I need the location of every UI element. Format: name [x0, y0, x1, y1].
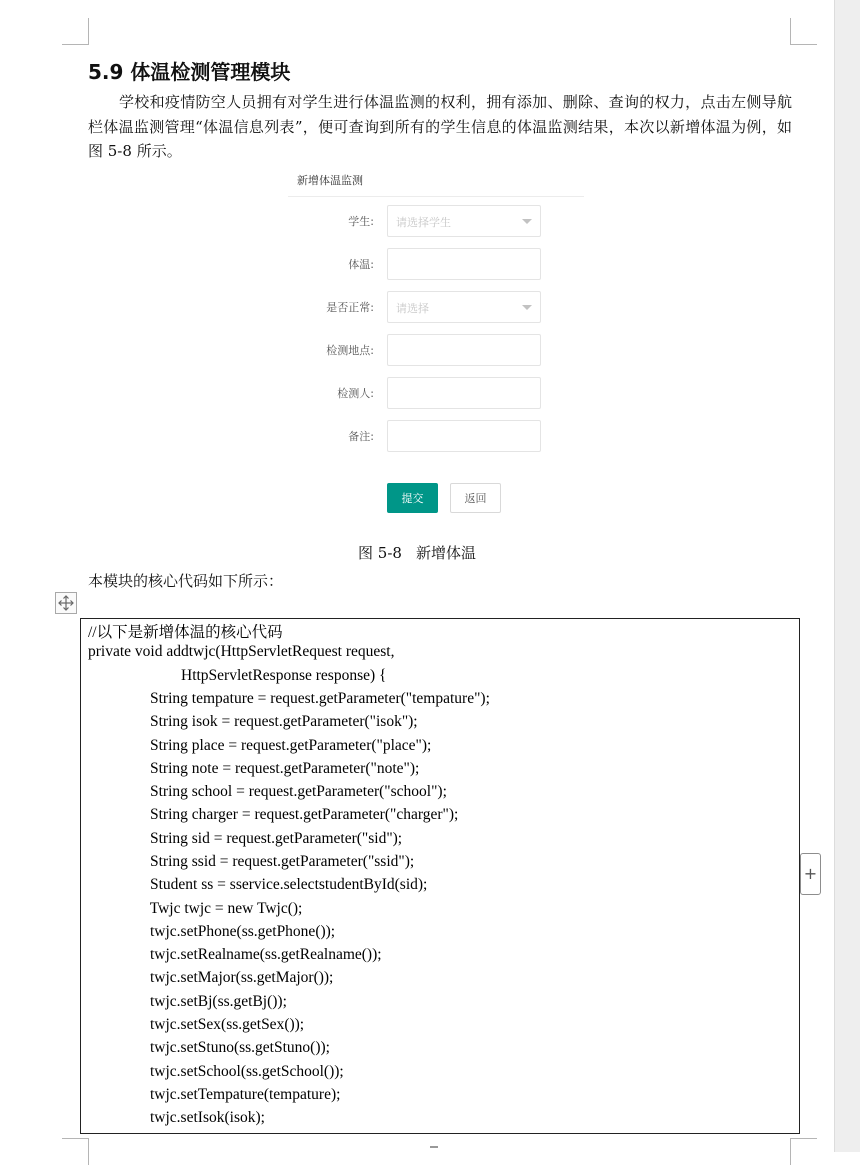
form-row-student: [300, 205, 540, 237]
code-line: twjc.setSex(ss.getSex());: [88, 1016, 305, 1033]
code-line: twjc.setRealname(ss.getRealname());: [88, 946, 382, 963]
note-input[interactable]: [387, 420, 541, 452]
code-line: String school = request.getParameter("school");: [88, 783, 447, 800]
code-line: private void addtwjc(HttpServletRequest request,: [88, 643, 395, 660]
note-label: 备注:: [348, 430, 374, 443]
temperature-input[interactable]: [387, 248, 541, 280]
code-line: String ssid = request.getParameter("ssid");: [88, 853, 415, 870]
code-line: twjc.setStuno(ss.getStuno());: [88, 1039, 330, 1056]
code-block: [80, 618, 800, 1134]
section-heading: 5.9 体温检测管理模块: [88, 60, 291, 84]
code-intro: 本模块的核心代码如下所示：: [88, 572, 284, 590]
form-row-inspector: [300, 377, 540, 409]
student-placeholder: 请选择学生: [396, 216, 451, 229]
form-title-divider: [288, 196, 584, 197]
code-line: String charger = request.getParameter("charger");: [88, 806, 459, 823]
code-line: Student ss = sservice.selectstudentById(sid);: [88, 876, 428, 893]
code-line: String isok = request.getParameter("isok");: [88, 713, 418, 730]
code-line: twjc.setTempature(tempature);: [88, 1086, 341, 1103]
form-row-is-normal: [300, 291, 540, 323]
inspector-label: 检测人:: [337, 387, 374, 400]
page-right-margin: [834, 0, 860, 1152]
code-line: twjc.setMajor(ss.getMajor());: [88, 969, 334, 986]
student-label: 学生:: [348, 215, 374, 228]
code-line: twjc.setIsok(isok);: [88, 1109, 265, 1126]
back-button[interactable]: 返回: [450, 483, 501, 513]
code-line: String sid = request.getParameter("sid");: [88, 830, 403, 847]
code-line: //以下是新增体温的核心代码: [88, 624, 283, 641]
code-line: String place = request.getParameter("place");: [88, 737, 432, 754]
student-select[interactable]: [387, 205, 541, 237]
crop-mark-top-right: [790, 18, 817, 45]
chevron-down-icon: [522, 219, 532, 224]
inspector-input[interactable]: [387, 377, 541, 409]
form-title: 新增体温监测: [297, 174, 363, 187]
form-row-location: [300, 334, 540, 366]
code-line: String note = request.getParameter("note");: [88, 760, 420, 777]
caption-title: 新增体温: [415, 544, 476, 562]
is-normal-select[interactable]: [387, 291, 541, 323]
move-arrows-icon[interactable]: [55, 592, 77, 614]
form-row-note: [300, 420, 540, 452]
code-line: HttpServletResponse response) {: [88, 667, 387, 684]
section-paragraph: 学校和疫情防空人员拥有对学生进行体温监测的权利，拥有添加、删除、查询的权力，点击左侧导航栏体温监测管理“体温信息列表”，便可查询到所有的学生信息的体温监测结果，本次以新增体温为例，如图 5-8 所示。: [88, 93, 792, 160]
temperature-label: 体温:: [348, 258, 374, 271]
figure-caption: [0, 542, 834, 563]
page-number-fragment: [430, 1146, 438, 1152]
chevron-down-icon: [522, 305, 532, 310]
caption-number: 图 5-8: [358, 544, 402, 562]
code-line: Twjc twjc = new Twjc();: [88, 900, 303, 917]
code-line: twjc.setPhone(ss.getPhone());: [88, 923, 336, 940]
location-label: 检测地点:: [326, 344, 374, 357]
code-line: twjc.setSchool(ss.getSchool());: [88, 1063, 344, 1080]
location-input[interactable]: [387, 334, 541, 366]
plus-icon[interactable]: +: [800, 853, 821, 895]
code-line: String tempature = request.getParameter("tempature");: [88, 690, 490, 707]
code-line: twjc.setBj(ss.getBj());: [88, 993, 287, 1010]
crop-mark-top-left: [62, 18, 89, 45]
form-row-temperature: [300, 248, 540, 280]
is-normal-placeholder: 请选择: [396, 302, 429, 315]
is-normal-label: 是否正常:: [326, 301, 374, 314]
submit-button[interactable]: 提交: [387, 483, 438, 513]
